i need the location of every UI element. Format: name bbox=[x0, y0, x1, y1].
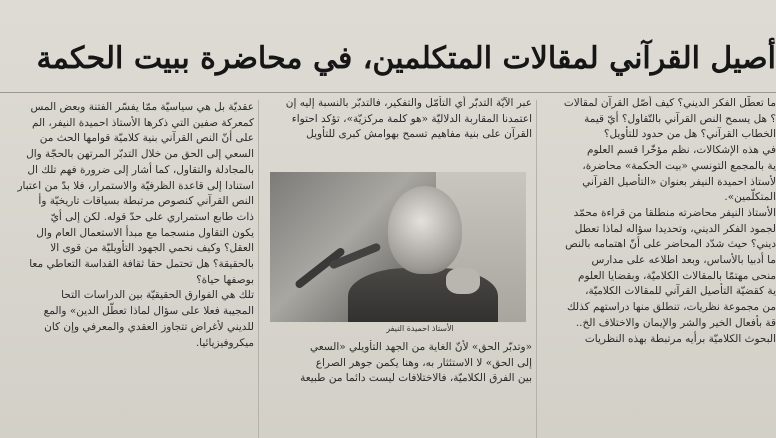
headline-rule bbox=[0, 92, 776, 93]
text-line: قة بأفعال الخير والشر والإيمان والاختلاف الخ.. bbox=[575, 316, 776, 329]
text-line: يكون التقاول منسجما مع مبدأ الاستعمال العام وال bbox=[36, 226, 254, 239]
text-line: لأستاذ احميدة النيفر بعنوان «التأصيل القرآني bbox=[582, 175, 776, 188]
text-line: منحى مهتمّا بالمقالات الكلاميّة، وبقضايا العلوم bbox=[578, 269, 776, 282]
text-line: ميكروفيزيائيا. bbox=[195, 336, 254, 349]
text-line: إلى الحق» لا الاستئثار به، وهنا يكمن جوهر الصراع bbox=[315, 356, 532, 369]
text-line: ديني؟ حيث شدّد المحاضر على أنّ اهتمامه بالنص bbox=[565, 238, 776, 251]
text-line: المتكلّمين». bbox=[724, 191, 776, 204]
photo-speaker-hand bbox=[446, 268, 480, 294]
text-line: ما تعطّل الفكر الديني؟ كيف أصّل القرآن لمقالات bbox=[563, 97, 776, 109]
text-line: من مجموعة نظريات، تنطلق منها دراستهم كذلك bbox=[567, 301, 776, 314]
text-line: للديني لأغراض تتجاوز العقدي والمعرفي وإن كان bbox=[44, 320, 254, 333]
text-line: البحوث الكلاميّة برأيه مرتبطة بهذه النظريات bbox=[584, 332, 776, 345]
text-line: «وتدبّر الحق» لأنّ الغاية من الجهد التأويلي «السعي bbox=[309, 341, 532, 353]
speaker-photo bbox=[270, 172, 526, 322]
article-column-left bbox=[0, 100, 254, 438]
text-line: بوصفها حياة؟ bbox=[196, 273, 254, 286]
text-line: في هذه الإشكالات، نظم مؤخّرا قسم العلوم bbox=[586, 144, 776, 157]
text-line: على أنّ النص القرآني بنية كلاميّة قوامها الحث من bbox=[39, 132, 254, 145]
text-line: عقديّة بل هي سياسيّة ممّا يفسّر الفتنة وبعض المس bbox=[30, 101, 254, 113]
text-line: الأستاذ النيفر محاضرته منطلقا من قراءة محمّد bbox=[573, 206, 776, 219]
text-line: المجيبة فعلا على سؤال لماذا تعطّل الدين» والمع bbox=[43, 305, 254, 318]
article-column-middle-top bbox=[262, 96, 532, 168]
text-line: لجمود الفكر الديني، وتحديدا سؤاله لماذا تعطل bbox=[574, 222, 776, 235]
text-line: بالمجادلة والتقاول، كما أشار إلى ضرورة فهم تلك ال bbox=[27, 163, 254, 176]
photo-speaker-head bbox=[388, 186, 462, 274]
text-line: النص القرآني كنصوص مرتبطة بسياقات تاريخيّة وأ bbox=[38, 195, 254, 208]
column-divider bbox=[258, 100, 259, 438]
article-column-right bbox=[540, 96, 776, 438]
text-line: تلك هي الفوارق الحقيقيّة بين الدراسات التحا bbox=[61, 289, 254, 302]
microphone-icon bbox=[294, 246, 346, 289]
text-line: عبر الآيّة التدبّر أي التأمّل والتفكير، فالتدبّر بالنسبة إليه إن bbox=[285, 97, 532, 109]
text-line: العقل؟ وكيف نحمي الجهود التأويليّة من قوى الا bbox=[50, 242, 254, 255]
text-line: بين الفرق الكلاميّة، فالاختلافات ليست دائما من طبيعة bbox=[300, 372, 532, 385]
text-line: استنادا إلى قاعدة الظرفيّة والاستمرار، فلا بدّ من اعتبار bbox=[17, 179, 254, 192]
text-line: القرآن على بنية مفاهيم تسمح بهوامش كبرى للتأويل bbox=[306, 128, 532, 141]
text-line: ذات طابع استمراري على حدّ قوله. لكن إلى أيّ bbox=[50, 210, 254, 223]
text-line: اعتمدنا المقاربة الدلاليّة «هو كلمة مركزيّة»، تؤكد احتواء bbox=[291, 112, 532, 125]
text-line: السعي إلى الحق من خلال التدبّر المرتهن بالحجّة وال bbox=[26, 148, 254, 161]
photo-caption: الأستاذ احميدة النيفر bbox=[386, 324, 454, 333]
article-column-middle-bottom bbox=[262, 340, 532, 438]
article-headline: أصيل القرآني لمقالات المتكلمين، في محاضرة ببيت الحكمة bbox=[36, 41, 776, 76]
text-line: ية كقضيّة التأصيل القرآني للمقالات الكلاميّة، bbox=[585, 285, 776, 298]
text-line: الخطاب القرآني؟ هل من حدود للتأويل؟ bbox=[603, 128, 776, 141]
text-line: بالحقيقة؟ هل تحتمل حقا ثقافة القداسة التعاطي معا bbox=[29, 258, 254, 271]
text-line: ما أدبيا بالأساس، وبعد اطلاعه على مدارس bbox=[591, 254, 776, 267]
text-line: ؟ هل يسمح النص القرآني بالتّقاول؟ أيّ قيمة bbox=[584, 112, 776, 125]
column-divider bbox=[536, 100, 537, 438]
text-line: ية بالمجمع التونسي «بيت الحكمة» محاضرة، bbox=[582, 159, 776, 172]
text-line: كمعركة صفين التي ذكرها الأستاذ احميدة النيفر، الم bbox=[31, 116, 254, 129]
